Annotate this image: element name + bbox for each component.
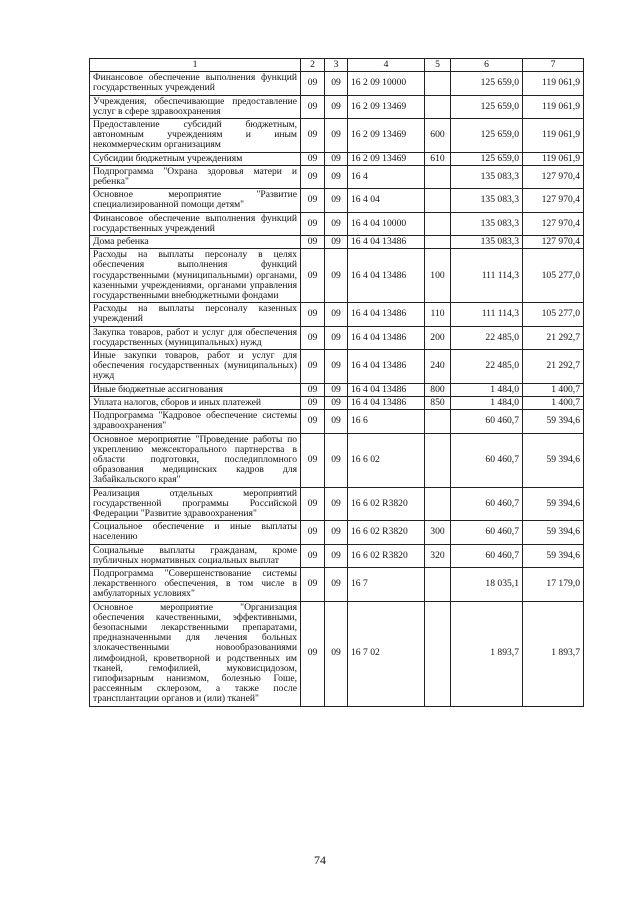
- amount-cell: 127 970,4: [523, 189, 584, 212]
- target-article-cell: 16 4 04 13486: [348, 396, 425, 409]
- section-code-cell: 09: [301, 236, 325, 249]
- header-cell: 1: [90, 59, 301, 72]
- section-code-cell: 09: [301, 249, 325, 303]
- row-name-cell: Иные закупки товаров, работ и услуг для обеспечения государственных (муниципальных) нужд: [90, 350, 301, 384]
- budget-table: [89, 58, 584, 707]
- table-row: [90, 396, 584, 409]
- subsection-code-cell: 09: [325, 152, 348, 165]
- subsection-code-cell: 09: [325, 544, 348, 567]
- target-article-cell: 16 2 09 13469: [348, 119, 425, 153]
- expense-type-cell: 300: [425, 521, 451, 544]
- section-code-cell: 09: [301, 601, 325, 706]
- table-row: [90, 165, 584, 188]
- table-row: [90, 189, 584, 212]
- row-name-cell: Иные бюджетные ассигнования: [90, 383, 301, 396]
- row-name-cell: Финансовое обеспечение выполнения функций государственных учреждений: [90, 212, 301, 235]
- target-article-cell: 16 4: [348, 165, 425, 188]
- amount-cell: 127 970,4: [523, 165, 584, 188]
- target-article-cell: 16 4 04 10000: [348, 212, 425, 235]
- expense-type-cell: 240: [425, 350, 451, 384]
- table-header-row: [90, 59, 584, 72]
- subsection-code-cell: 09: [325, 165, 348, 188]
- amount-cell: 119 061,9: [523, 152, 584, 165]
- amount-cell: 59 394,6: [523, 521, 584, 544]
- target-article-cell: 16 2 09 13469: [348, 95, 425, 118]
- amount-cell: 105 277,0: [523, 249, 584, 303]
- expense-type-cell: 850: [425, 396, 451, 409]
- amount-cell: 119 061,9: [523, 72, 584, 95]
- row-name-cell: Реализация отдельных мероприятий государственной программы Российской Федерации "Развитие здравоохранения": [90, 487, 301, 521]
- target-article-cell: 16 6 02 R3820: [348, 544, 425, 567]
- row-name-cell: Финансовое обеспечение выполнения функций государственных учреждений: [90, 72, 301, 95]
- expense-type-cell: [425, 165, 451, 188]
- subsection-code-cell: 09: [325, 189, 348, 212]
- target-article-cell: 16 4 04 13486: [348, 326, 425, 349]
- section-code-cell: 09: [301, 119, 325, 153]
- amount-cell: 60 460,7: [451, 433, 523, 487]
- amount-cell: 135 083,3: [451, 212, 523, 235]
- amount-cell: 59 394,6: [523, 487, 584, 521]
- table-row: [90, 521, 584, 544]
- amount-cell: 1 893,7: [451, 601, 523, 706]
- amount-cell: 1 400,7: [523, 383, 584, 396]
- table-row: [90, 350, 584, 384]
- table-row: [90, 326, 584, 349]
- amount-cell: 125 659,0: [451, 72, 523, 95]
- table-row: [90, 303, 584, 326]
- row-name-cell: Расходы на выплаты персоналу в целях обеспечения выполнения функций государственными (муниципальными) органами, казенными учреждениями, органами управления государственными внебюджетными фондами: [90, 249, 301, 303]
- amount-cell: 135 083,3: [451, 236, 523, 249]
- target-article-cell: 16 2 09 13469: [348, 152, 425, 165]
- amount-cell: 119 061,9: [523, 119, 584, 153]
- section-code-cell: 09: [301, 212, 325, 235]
- target-article-cell: 16 6 02 R3820: [348, 521, 425, 544]
- amount-cell: 59 394,6: [523, 410, 584, 433]
- section-code-cell: 09: [301, 433, 325, 487]
- table-row: [90, 249, 584, 303]
- target-article-cell: 16 6: [348, 410, 425, 433]
- section-code-cell: 09: [301, 396, 325, 409]
- section-code-cell: 09: [301, 383, 325, 396]
- target-article-cell: 16 6 02: [348, 433, 425, 487]
- expense-type-cell: 610: [425, 152, 451, 165]
- section-code-cell: 09: [301, 326, 325, 349]
- subsection-code-cell: 09: [325, 72, 348, 95]
- table-row: [90, 487, 584, 521]
- section-code-cell: 09: [301, 72, 325, 95]
- table-row: [90, 601, 584, 706]
- subsection-code-cell: 09: [325, 326, 348, 349]
- table-row: [90, 119, 584, 153]
- subsection-code-cell: 09: [325, 95, 348, 118]
- expense-type-cell: [425, 95, 451, 118]
- row-name-cell: Субсидии бюджетным учреждениям: [90, 152, 301, 165]
- row-name-cell: Закупка товаров, работ и услуг для обеспечения государственных (муниципальных) нужд: [90, 326, 301, 349]
- target-article-cell: 16 4 04: [348, 189, 425, 212]
- expense-type-cell: [425, 72, 451, 95]
- amount-cell: 60 460,7: [451, 410, 523, 433]
- header-cell: 6: [451, 59, 523, 72]
- row-name-cell: Основное мероприятие "Развитие специализированной помощи детям": [90, 189, 301, 212]
- amount-cell: 135 083,3: [451, 165, 523, 188]
- row-name-cell: Основное мероприятие "Организация обеспечения качественными, эффективными, безопасными лекарственными препаратами, предназначенными для лечения больных злокачественными новообразованиями лимфоидной, кроветворной и родственных им тканей, гемофилией, муковисцидозом, гипофизарным нанизмом, болезнью Гоше, рассеянным склерозом, а также после трансплантации органов и (или) тканей": [90, 601, 301, 706]
- expense-type-cell: [425, 189, 451, 212]
- expense-type-cell: 320: [425, 544, 451, 567]
- subsection-code-cell: 09: [325, 487, 348, 521]
- amount-cell: 111 114,3: [451, 249, 523, 303]
- amount-cell: 111 114,3: [451, 303, 523, 326]
- section-code-cell: 09: [301, 303, 325, 326]
- amount-cell: 59 394,6: [523, 544, 584, 567]
- target-article-cell: 16 4 04 13486: [348, 236, 425, 249]
- section-code-cell: 09: [301, 95, 325, 118]
- target-article-cell: 16 7 02: [348, 601, 425, 706]
- amount-cell: 22 485,0: [451, 326, 523, 349]
- target-article-cell: 16 4 04 13486: [348, 303, 425, 326]
- header-cell: 3: [325, 59, 348, 72]
- expense-type-cell: [425, 236, 451, 249]
- amount-cell: 60 460,7: [451, 487, 523, 521]
- amount-cell: 1 400,7: [523, 396, 584, 409]
- target-article-cell: 16 7: [348, 567, 425, 601]
- row-name-cell: Расходы на выплаты персоналу казенных учреждений: [90, 303, 301, 326]
- row-name-cell: Социальное обеспечение и иные выплаты населению: [90, 521, 301, 544]
- section-code-cell: 09: [301, 350, 325, 384]
- header-cell: 7: [523, 59, 584, 72]
- expense-type-cell: [425, 487, 451, 521]
- amount-cell: 18 035,1: [451, 567, 523, 601]
- amount-cell: 21 292,7: [523, 350, 584, 384]
- table-row: [90, 95, 584, 118]
- amount-cell: 22 485,0: [451, 350, 523, 384]
- target-article-cell: 16 4 04 13486: [348, 350, 425, 384]
- row-name-cell: Учреждения, обеспечивающие предоставление услуг в сфере здравоохранения: [90, 95, 301, 118]
- table-row: [90, 212, 584, 235]
- expense-type-cell: 200: [425, 326, 451, 349]
- subsection-code-cell: 09: [325, 410, 348, 433]
- subsection-code-cell: 09: [325, 350, 348, 384]
- target-article-cell: 16 4 04 13486: [348, 249, 425, 303]
- target-article-cell: 16 2 09 10000: [348, 72, 425, 95]
- amount-cell: 119 061,9: [523, 95, 584, 118]
- table-row: [90, 410, 584, 433]
- table-row: [90, 383, 584, 396]
- table-row: [90, 236, 584, 249]
- target-article-cell: 16 6 02 R3820: [348, 487, 425, 521]
- row-name-cell: Основное мероприятие "Проведение работы по укреплению межсекторального партнерства в области подготовки, последипломного образования медицинских кадров для Забайкальского края": [90, 433, 301, 487]
- header-cell: 4: [348, 59, 425, 72]
- subsection-code-cell: 09: [325, 249, 348, 303]
- section-code-cell: 09: [301, 152, 325, 165]
- amount-cell: 125 659,0: [451, 152, 523, 165]
- row-name-cell: Уплата налогов, сборов и иных платежей: [90, 396, 301, 409]
- row-name-cell: Социальные выплаты гражданам, кроме публичных нормативных социальных выплат: [90, 544, 301, 567]
- row-name-cell: Подпрограмма "Совершенствование системы лекарственного обеспечения, в том числе в амбулаторных условиях": [90, 567, 301, 601]
- amount-cell: 1 893,7: [523, 601, 584, 706]
- section-code-cell: 09: [301, 165, 325, 188]
- table-row: [90, 152, 584, 165]
- amount-cell: 60 460,7: [451, 521, 523, 544]
- amount-cell: 127 970,4: [523, 212, 584, 235]
- subsection-code-cell: 09: [325, 303, 348, 326]
- row-name-cell: Дома ребенка: [90, 236, 301, 249]
- expense-type-cell: [425, 410, 451, 433]
- expense-type-cell: [425, 567, 451, 601]
- amount-cell: 135 083,3: [451, 189, 523, 212]
- subsection-code-cell: 09: [325, 212, 348, 235]
- amount-cell: 1 484,0: [451, 383, 523, 396]
- section-code-cell: 09: [301, 567, 325, 601]
- amount-cell: 17 179,0: [523, 567, 584, 601]
- amount-cell: 60 460,7: [451, 544, 523, 567]
- subsection-code-cell: 09: [325, 236, 348, 249]
- subsection-code-cell: 09: [325, 119, 348, 153]
- section-code-cell: 09: [301, 410, 325, 433]
- expense-type-cell: [425, 601, 451, 706]
- table-row: [90, 433, 584, 487]
- row-name-cell: Предоставление субсидий бюджетным, автономным учреждениям и иным некоммерческим организациям: [90, 119, 301, 153]
- amount-cell: 127 970,4: [523, 236, 584, 249]
- target-article-cell: 16 4 04 13486: [348, 383, 425, 396]
- expense-type-cell: 600: [425, 119, 451, 153]
- page-number: 74: [314, 853, 326, 867]
- header-cell: 5: [425, 59, 451, 72]
- amount-cell: 125 659,0: [451, 95, 523, 118]
- row-name-cell: Подпрограмма "Охрана здоровья матери и ребенка": [90, 165, 301, 188]
- expense-type-cell: [425, 433, 451, 487]
- subsection-code-cell: 09: [325, 383, 348, 396]
- subsection-code-cell: 09: [325, 567, 348, 601]
- expense-type-cell: 100: [425, 249, 451, 303]
- row-name-cell: Подпрограмма "Кадровое обеспечение системы здравоохранения": [90, 410, 301, 433]
- table-body: [90, 72, 584, 706]
- amount-cell: 105 277,0: [523, 303, 584, 326]
- section-code-cell: 09: [301, 487, 325, 521]
- subsection-code-cell: 09: [325, 601, 348, 706]
- expense-type-cell: 800: [425, 383, 451, 396]
- expense-type-cell: [425, 212, 451, 235]
- amount-cell: 1 484,0: [451, 396, 523, 409]
- expense-type-cell: 110: [425, 303, 451, 326]
- table-row: [90, 72, 584, 95]
- subsection-code-cell: 09: [325, 521, 348, 544]
- section-code-cell: 09: [301, 544, 325, 567]
- table-row: [90, 544, 584, 567]
- subsection-code-cell: 09: [325, 433, 348, 487]
- section-code-cell: 09: [301, 521, 325, 544]
- subsection-code-cell: 09: [325, 396, 348, 409]
- table-row: [90, 567, 584, 601]
- amount-cell: 59 394,6: [523, 433, 584, 487]
- section-code-cell: 09: [301, 189, 325, 212]
- amount-cell: 21 292,7: [523, 326, 584, 349]
- header-cell: 2: [301, 59, 325, 72]
- amount-cell: 125 659,0: [451, 119, 523, 153]
